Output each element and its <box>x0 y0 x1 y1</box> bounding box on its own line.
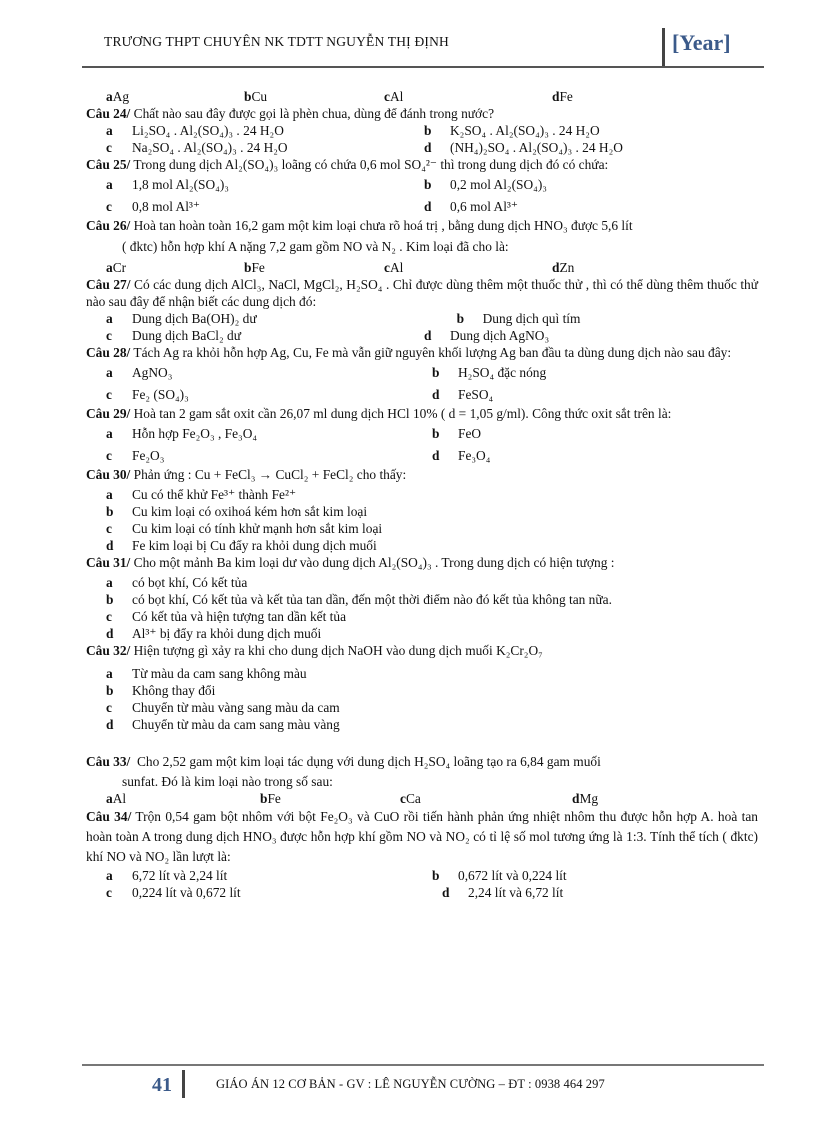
question-32-option-b: b Không thay đổi <box>106 683 216 698</box>
question-text: Hiện tượng gì xảy ra khi cho dung dịch NaOH vào dung dịch muối K₂Cr₂O₇ <box>133 643 543 658</box>
question-28 <box>86 344 758 361</box>
option-b: Cu kim loại có oxihoá kém hơn sắt kim loại <box>132 504 368 519</box>
question-31-option-a: a có bọt khí, Có kết tủa <box>106 575 248 590</box>
option-d: Zn <box>559 260 575 275</box>
option-b: Fe <box>251 260 265 275</box>
option-b: Fe <box>267 791 281 806</box>
option-letter: a <box>106 89 113 104</box>
question-number: Câu 28/ <box>86 345 131 360</box>
question-33-continued: sunfat. Đó là kim loại nào trong số sau: <box>122 774 333 789</box>
question-24 <box>86 105 758 122</box>
question-29 <box>86 405 758 422</box>
option-c: Na₂SO₄ . Al₂(SO₄)₃ . 24 H₂O <box>132 140 288 155</box>
school-name: TRƯƠNG THPT CHUYÊN NK TDTT NGUYỄN THỊ ĐỊNH <box>104 34 449 49</box>
question-text: Hoà tan hoàn toàn 16,2 gam một kim loại chưa rõ hoá trị , bằng dung dịch HNO₃ được 5,6 lít <box>133 218 633 233</box>
option-letter: b <box>244 89 252 104</box>
question-32 <box>86 642 758 659</box>
option-c: Ca <box>405 791 421 806</box>
question-34-options-cd: c 0,224 lít và 0,672 lít d 2,24 lít và 6,72 lít <box>106 885 564 900</box>
option-a: Hỗn hợp Fe₂O₃ , Fe₃O₄ <box>132 425 258 441</box>
question-30-option-b: b Cu kim loại có oxihoá kém hơn sắt kim loại <box>106 504 368 519</box>
option-letter: d <box>552 89 560 104</box>
footer-rule <box>82 1064 764 1066</box>
question-34-options-ab: a 6,72 lít và 2,24 lít b 0,672 lít và 0,224 lít <box>106 868 567 883</box>
option-c: 0,224 lít và 0,672 lít <box>132 885 241 900</box>
option-c: Fe₂O₃ <box>132 447 165 463</box>
spacer <box>86 733 758 753</box>
option-d: Chuyển từ màu da cam sang màu vàng <box>132 717 340 732</box>
option-a: 1,8 mol Al₂(SO₄)₃ <box>132 176 229 192</box>
option-d: 0,6 mol Al³⁺ <box>450 198 518 214</box>
page-number: 41 <box>152 1074 172 1096</box>
option-d: FeSO₄ <box>458 386 494 402</box>
question-33-options: aAl bFe cCa dMg <box>106 791 599 806</box>
question-25 <box>86 156 758 173</box>
option-b: H₂SO₄ đặc nóng <box>458 364 547 380</box>
question-number: Câu 24/ <box>86 106 131 121</box>
question-26-continued: ( đktc) hỗn hợp khí A nặng 7,2 gam gồm NO và N₂ . Kim loại đã cho là: <box>122 239 509 254</box>
question-30 <box>86 466 758 483</box>
option-b: Dung dịch quì tím <box>482 311 581 326</box>
question-28-options-cd: c Fe₂ (SO₄)₃ d FeSO₄ <box>106 386 494 402</box>
option-c: Chuyển từ màu vàng sang màu da cam <box>132 700 340 715</box>
option-d: Fe₃O₄ <box>458 447 491 463</box>
option-c: 0,8 mol Al³⁺ <box>132 198 200 214</box>
footer-separator <box>182 1070 185 1098</box>
option-c: Có kết tủa và hiện tượng tan dần kết tủa <box>132 609 347 624</box>
page-footer <box>82 1064 764 1104</box>
question-29-options-ab: a Hỗn hợp Fe₂O₃ , Fe₃O₄ b FeO <box>106 425 482 441</box>
option-c: Fe₂ (SO₄)₃ <box>132 386 189 402</box>
question-28-options-ab: a AgNO₃ b H₂SO₄ đặc nóng <box>106 364 547 380</box>
page-header <box>82 24 764 70</box>
option-a: 6,72 lít và 2,24 lít <box>132 868 228 883</box>
question-29-options-cd: c Fe₂O₃ d Fe₃O₄ <box>106 447 491 463</box>
question-number: Câu 26/ <box>86 218 131 233</box>
question-list <box>86 88 758 901</box>
option-d: Fe kim loại bị Cu đẩy ra khỏi dung dịch muối <box>132 538 377 553</box>
question-24-options-cd: c Na₂SO₄ . Al₂(SO₄)₃ . 24 H₂O d (NH₄)₂SO₄ . Al₂(SO₄)₃ . 24 H₂O <box>106 140 623 155</box>
option-a: Cr <box>112 260 127 275</box>
question-25-options-cd: c 0,8 mol Al³⁺ d 0,6 mol Al³⁺ <box>106 198 518 214</box>
question-text: Cho một mảnh Ba kim loại dư vào dung dịch Al₂(SO₄)₃ . Trong dung dịch có hiện tượng : <box>133 555 615 570</box>
question-text: Phản ứng : Cu + FeCl₃ → CuCl₂ + FeCl₂ cho thấy: <box>133 467 407 482</box>
question-number: Câu 31/ <box>86 555 131 570</box>
option-d: Mg <box>579 791 599 806</box>
question-27-options-ab: a Dung dịch Ba(OH)₂ dư b Dung dịch quì tím <box>106 311 581 326</box>
year-placeholder: [Year] <box>672 30 731 55</box>
option-d: (NH₄)₂SO₄ . Al₂(SO₄)₃ . 24 H₂O <box>450 140 623 155</box>
question-number: Câu 34/ <box>86 809 132 824</box>
option-b: Không thay đổi <box>132 683 216 698</box>
option-d: Al³⁺ bị đẩy ra khỏi dung dịch muối <box>132 626 322 641</box>
option-a: Cu có thể khử Fe³⁺ thành Fe²⁺ <box>132 487 297 502</box>
question-number: Câu 33/ <box>86 754 131 769</box>
option-a: Ag <box>112 89 130 104</box>
question-30-option-a: a Cu có thể khử Fe³⁺ thành Fe²⁺ <box>106 487 297 502</box>
question-text: Trộn 0,54 gam bột nhôm với bột Fe₂O₃ và CuO rồi tiến hành phản ứng nhiệt nhôm thu được hỗn hợp A. hoà tan hoàn toàn A trong dung dịch HNO₃ được hỗn hợp khí gồm NO và NO₂ có tỉ lệ số mol tương ứng là 1:3. Tính thể tích ( đktc) khí NO và NO₂ lần lượt là: <box>86 809 758 864</box>
question-text: Hoà tan 2 gam sắt oxit cần 26,07 ml dung dịch HCl 10% ( d = 1,05 g/ml). Công thức oxit sắt trên là: <box>133 406 672 421</box>
option-d: Fe <box>559 89 573 104</box>
question-text: Chất nào sau đây được gọi là phèn chua, dùng để đánh trong nước? <box>133 106 495 121</box>
header-rule <box>82 66 764 68</box>
question-25-options-ab: a 1,8 mol Al₂(SO₄)₃ b 0,2 mol Al₂(SO₄)₃ <box>106 176 547 192</box>
question-27 <box>86 276 758 310</box>
header-separator <box>662 28 665 66</box>
question-33 <box>86 753 758 770</box>
option-b: K₂SO₄ . Al₂(SO₄)₃ . 24 H₂O <box>450 123 600 138</box>
option-c: Cu kim loại có tính khử mạnh hơn sắt kim loại <box>132 521 383 536</box>
question-number: Câu 25/ <box>86 157 131 172</box>
question-34 <box>86 807 758 867</box>
option-a: Al <box>112 791 127 806</box>
option-c: Al <box>389 260 404 275</box>
option-c: Dung dịch BaCl₂ dư <box>132 328 242 343</box>
question-24-options-ab: a Li₂SO₄ . Al₂(SO₄)₃ . 24 H₂O b K₂SO₄ . Al₂(SO₄)₃ . 24 H₂O <box>106 123 600 138</box>
option-a: AgNO₃ <box>132 364 173 380</box>
option-d: Dung dịch AgNO₃ <box>450 328 550 343</box>
option-b: 0,672 lít và 0,224 lít <box>458 868 567 883</box>
option-b: FeO <box>458 425 482 441</box>
question-30-option-d: d Fe kim loại bị Cu đẩy ra khỏi dung dịch muối <box>106 538 377 553</box>
option-b: có bọt khí, Có kết tủa và kết tủa tan dần, đến một thời điểm nào đó kết tủa không tan nữa. <box>132 592 612 607</box>
question-32-option-a: a Từ màu da cam sang không màu <box>106 666 307 681</box>
question-31-option-b: b có bọt khí, Có kết tủa và kết tủa tan dần, đến một thời điểm nào đó kết tủa không tan nữa. <box>106 592 612 607</box>
question-26 <box>86 217 758 234</box>
question-31 <box>86 554 758 571</box>
question-number: Câu 32/ <box>86 643 131 658</box>
option-a: có bọt khí, Có kết tủa <box>132 575 248 590</box>
option-d: 2,24 lít và 6,72 lít <box>468 885 564 900</box>
option-a: Từ màu da cam sang không màu <box>132 666 307 681</box>
option-a: Li₂SO₄ . Al₂(SO₄)₃ . 24 H₂O <box>132 123 284 138</box>
question-32-option-c: c Chuyển từ màu vàng sang màu da cam <box>106 700 340 715</box>
question-text: Cho 2,52 gam một kim loại tác dụng với dung dịch H₂SO₄ loãng tạo ra 6,84 gam muối <box>136 754 601 769</box>
question-23-options <box>86 88 758 105</box>
question-30-option-c: c Cu kim loại có tính khử mạnh hơn sắt kim loại <box>106 521 383 536</box>
question-number: Câu 27/ <box>86 277 131 292</box>
question-32-option-d: d Chuyển từ màu da cam sang màu vàng <box>106 717 340 732</box>
footer-text: GIÁO ÁN 12 CƠ BẢN - GV : LÊ NGUYỄN CƯỜNG – ĐT : 0938 464 297 <box>216 1077 605 1091</box>
option-letter: c <box>384 89 390 104</box>
question-31-option-d: d Al³⁺ bị đẩy ra khỏi dung dịch muối <box>106 626 322 641</box>
option-b: 0,2 mol Al₂(SO₄)₃ <box>450 176 547 192</box>
option-a: Dung dịch Ba(OH)₂ dư <box>132 311 257 326</box>
question-text: Tách Ag ra khỏi hỗn hợp Ag, Cu, Fe mà vẫn giữ nguyên khối lượng Ag ban đầu ta dùng dung dịch nào sau đây: <box>133 345 732 360</box>
question-number: Câu 29/ <box>86 406 131 421</box>
question-text: Trong dung dịch Al₂(SO₄)₃ loãng có chứa 0,6 mol SO₄²⁻ thì trong dung dịch đó có chứa: <box>133 157 609 172</box>
question-26-options: aCr bFe cAl dZn <box>106 260 575 275</box>
question-text: Có các dung dịch AlCl₃, NaCl, MgCl₂, H₂SO₄ . Chỉ được dùng thêm một thuốc thử , thì có thể dùng thêm thuốc thử nào sau đây để nhận biết các dung dịch đó: <box>86 277 758 309</box>
question-31-option-c: c Có kết tủa và hiện tượng tan dần kết tủa <box>106 609 347 624</box>
option-b: Cu <box>251 89 268 104</box>
question-27-options-cd: c Dung dịch BaCl₂ dư d Dung dịch AgNO₃ <box>106 328 550 343</box>
option-c: Al <box>389 89 404 104</box>
question-number: Câu 30/ <box>86 467 131 482</box>
